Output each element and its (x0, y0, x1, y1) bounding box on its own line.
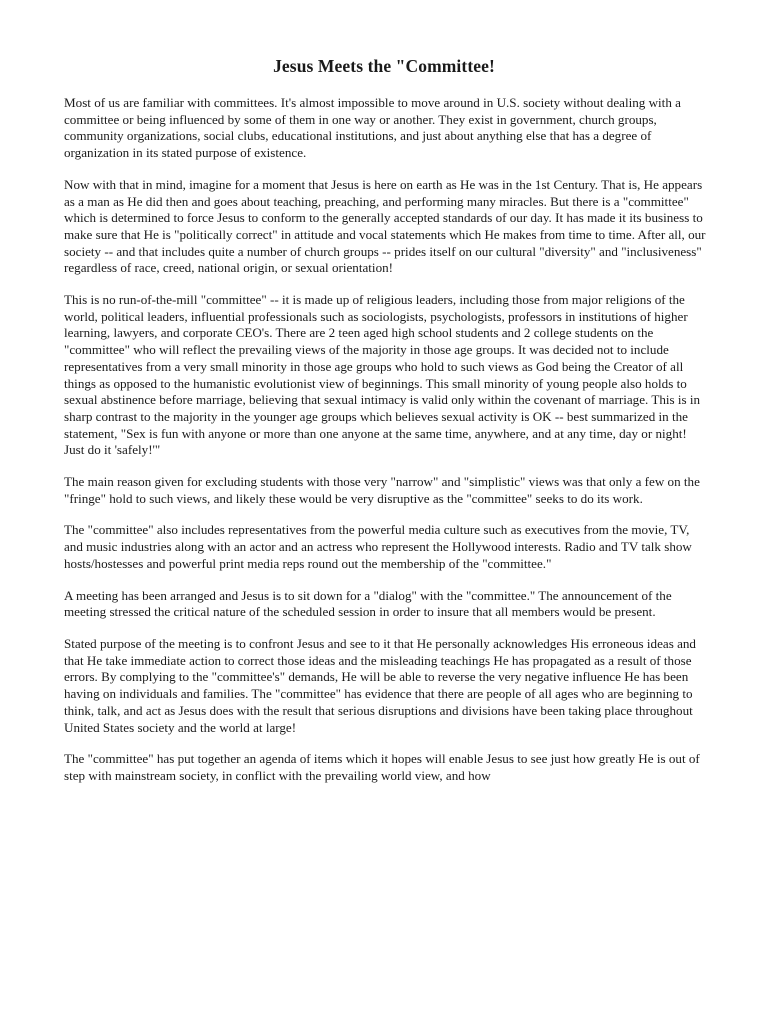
document-body (64, 95, 708, 800)
paragraph-8: The "committee" has put together an agenda of items which it hopes will enable Jesus to see just how greatly He is out of step with mainstream society, in conflict with the prevailing world view, and how (64, 751, 700, 783)
paragraph-5: The "committee" also includes representatives from the powerful media culture such as executives from the movie, TV, and music industries along with an actor and an actress who represent the Hollywood interests. Radio and TV talk show hosts/hostesses and powerful print media reps round out the membership of the "committee." (64, 522, 692, 571)
paragraph-1: Most of us are familiar with committees. It's almost impossible to move around in U.S. society without dealing with a committee or being influenced by some of them in one way or another. They exist in government, church groups, community organizations, social clubs, educational institutions, and just about anything else that has a degree of organization in its stated purpose of existence. (64, 95, 681, 161)
document-title: Jesus Meets the "Committee! (273, 56, 495, 76)
paragraph-3: This is no run-of-the-mill "committee" -- it is made up of religious leaders, including those from major religions of the world, political leaders, influential professionals such as sociologists, psychologists, professors in institutions of higher learning, lawyers, and corporate CEO's. There are 2 teen aged high school students and 2 college students on the "committee" who will reflect the prevailing views of the majority in those age groups. It was decided not to include representatives from a very small minority in those age groups who hold to such views as God being the Creator of all things as opposed to the humanistic evolutionist view of beginnings. This small minority of young people also holds to sexual abstinence before marriage, believing that sexual intimacy is valid only within the covenant of marriage. This is in sharp contrast to the majority in the younger age groups which believes sexual activity is OK -- best summarized in the statement, "Sex is fun with anyone or more than one anyone at the same time, anywhere, and at any time, day or night! Just do it 'safely!'" (64, 292, 701, 458)
paragraph-4: The main reason given for excluding students with those very "narrow" and "simplistic" views was that only a few on the "fringe" hold to such views, and likely these would be very disruptive as the "committee" seeks to do its work. (64, 474, 700, 506)
paragraph-2: Now with that in mind, imagine for a moment that Jesus is here on earth as He was in the 1st Century. That is, He appears as a man as He did then and goes about teaching, preaching, and performing many miracles. But there is a "committee" which is determined to force Jesus to conform to the generally accepted standards of our day. It has made it its business to make sure that He is "politically correct" in attitude and vocal statements which He makes from time to time. After all, our society -- and that includes quite a number of church groups -- prides itself on our cultural "diversity" and "inclusiveness" regardless of race, creed, national origin, or sexual orientation! (64, 176, 706, 276)
paragraph-6: A meeting has been arranged and Jesus is to sit down for a "dialog" with the "committee." The announcement of the meeting stressed the critical nature of the scheduled session in order to insure that all members would be present. (64, 587, 672, 620)
paragraph-7: Stated purpose of the meeting is to confront Jesus and see to it that He personally acknowledges His erroneous ideas and that He take immediate action to correct those ideas and the misleading teachings He has propagated as a result of those errors. By complying to the "committee's" demands, He will be able to reverse the very negative influence He has been having on individuals and families. The "committee" has evidence that there are people of all ages who are beginning to think, talk, and act as Jesus does with the result that serious disruptions and divisions have been taking place throughout United States society and the world at large! (64, 635, 696, 735)
